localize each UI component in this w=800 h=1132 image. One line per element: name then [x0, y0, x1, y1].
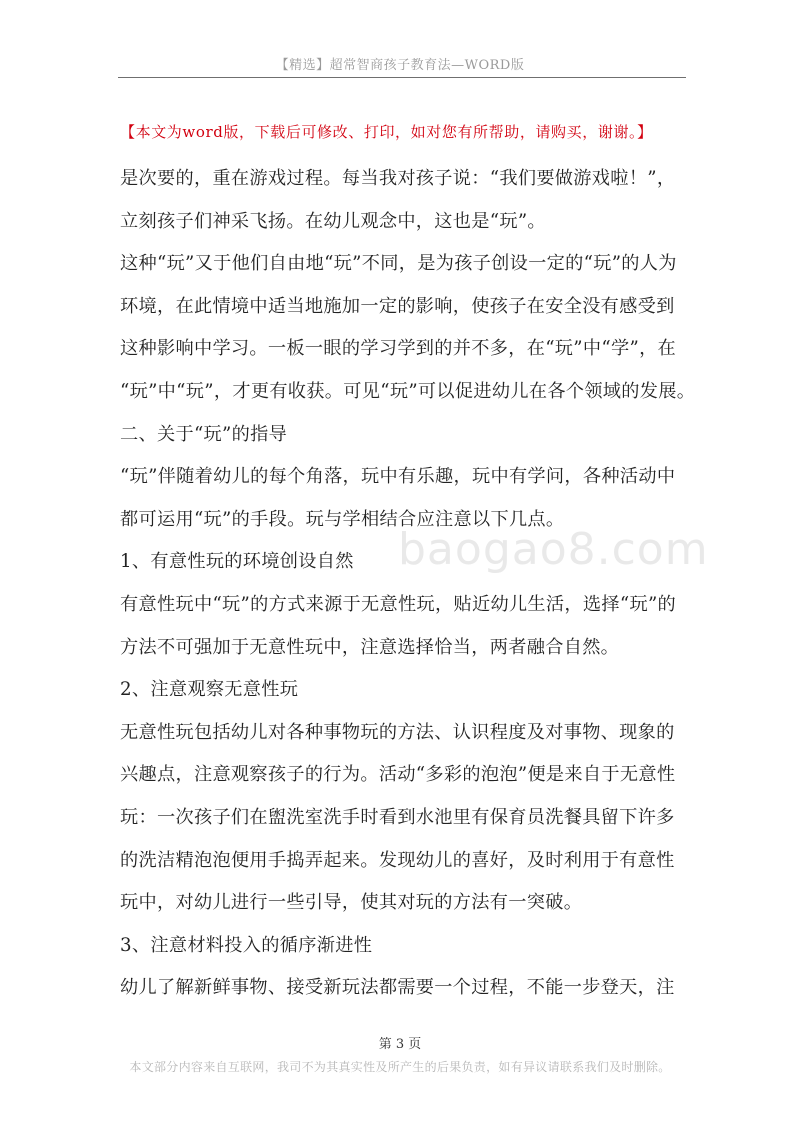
subsection-heading: 2、注意观察无意性玩 — [120, 679, 299, 701]
document-body — [120, 158, 695, 1010]
body-line: 有意性玩中“玩”的方式来源于无意性玩，贴近幼儿生活，选择“玩”的 — [120, 593, 677, 615]
subsection-heading: 3、注意材料投入的循序渐进性 — [120, 934, 373, 956]
body-line: 这种影响中学习。一板一眼的学习学到的并不多，在“玩”中“学”，在 — [120, 338, 677, 360]
body-line: 的洗洁精泡泡便用手捣弄起来。发现幼儿的喜好，及时利用于有意性 — [120, 849, 675, 871]
page-number: 第 3 页 — [378, 1037, 422, 1052]
body-line: 环境，在此情境中适当地施加一定的影响，使孩子在安全没有感受到 — [120, 295, 675, 317]
footer-disclaimer: 本文部分内容来自互联网，我司不为其真实性及所产生的后果负责，如有异议请联系我们及时删除。 — [129, 1060, 671, 1074]
subsection-heading: 1、有意性玩的环境创设自然 — [120, 551, 354, 573]
download-notice: 【本文为word版，下载后可修改、打印，如对您有所帮助，请购买，谢谢。】 — [120, 123, 653, 141]
body-line: 兴趣点，注意观察孩子的行为。活动“多彩的泡泡”便是来自于无意性 — [120, 764, 676, 786]
body-line: 幼儿了解新鲜事物、接受新玩法都需要一个过程，不能一步登天，注 — [120, 977, 675, 999]
body-line: 这种“玩”又于他们自由地“玩”不同，是为孩子创设一定的“玩”的人为 — [120, 253, 677, 275]
body-line: 玩：一次孩子们在盥洗室洗手时看到水池里有保育员洗餐具留下许多 — [120, 806, 675, 828]
body-line: 立刻孩子们神采飞扬。在幼儿观念中，这也是“玩”。 — [120, 210, 546, 232]
body-line: 方法不可强加于无意性玩中，注意选择恰当，两者融合自然。 — [120, 636, 620, 658]
header-divider — [118, 77, 686, 78]
watermark: baogao8.com — [398, 524, 709, 575]
body-line: 是次要的，重在游戏过程。每当我对孩子说：“我们要做游戏啦！”， — [120, 168, 676, 189]
body-line: 都可运用“玩”的手段。玩与学相结合应注意以下几点。 — [120, 508, 565, 530]
body-line: “玩”伴随着幼儿的每个角落，玩中有乐趣，玩中有学问，各种活动中 — [120, 466, 676, 488]
body-line: “玩”中“玩”，才更有收获。可见“玩”可以促进幼儿在各个领域的发展。 — [120, 380, 696, 402]
body-line: 玩中，对幼儿进行一些引导，使其对玩的方法有一突破。 — [120, 892, 583, 914]
body-line: 无意性玩包括幼儿对各种事物玩的方法、认识程度及对事物、现象的 — [120, 721, 675, 743]
section-heading: 二、关于“玩”的指导 — [120, 423, 288, 445]
document-header-title: 【精选】超常智商孩子教育法—WORD版 — [275, 58, 525, 73]
